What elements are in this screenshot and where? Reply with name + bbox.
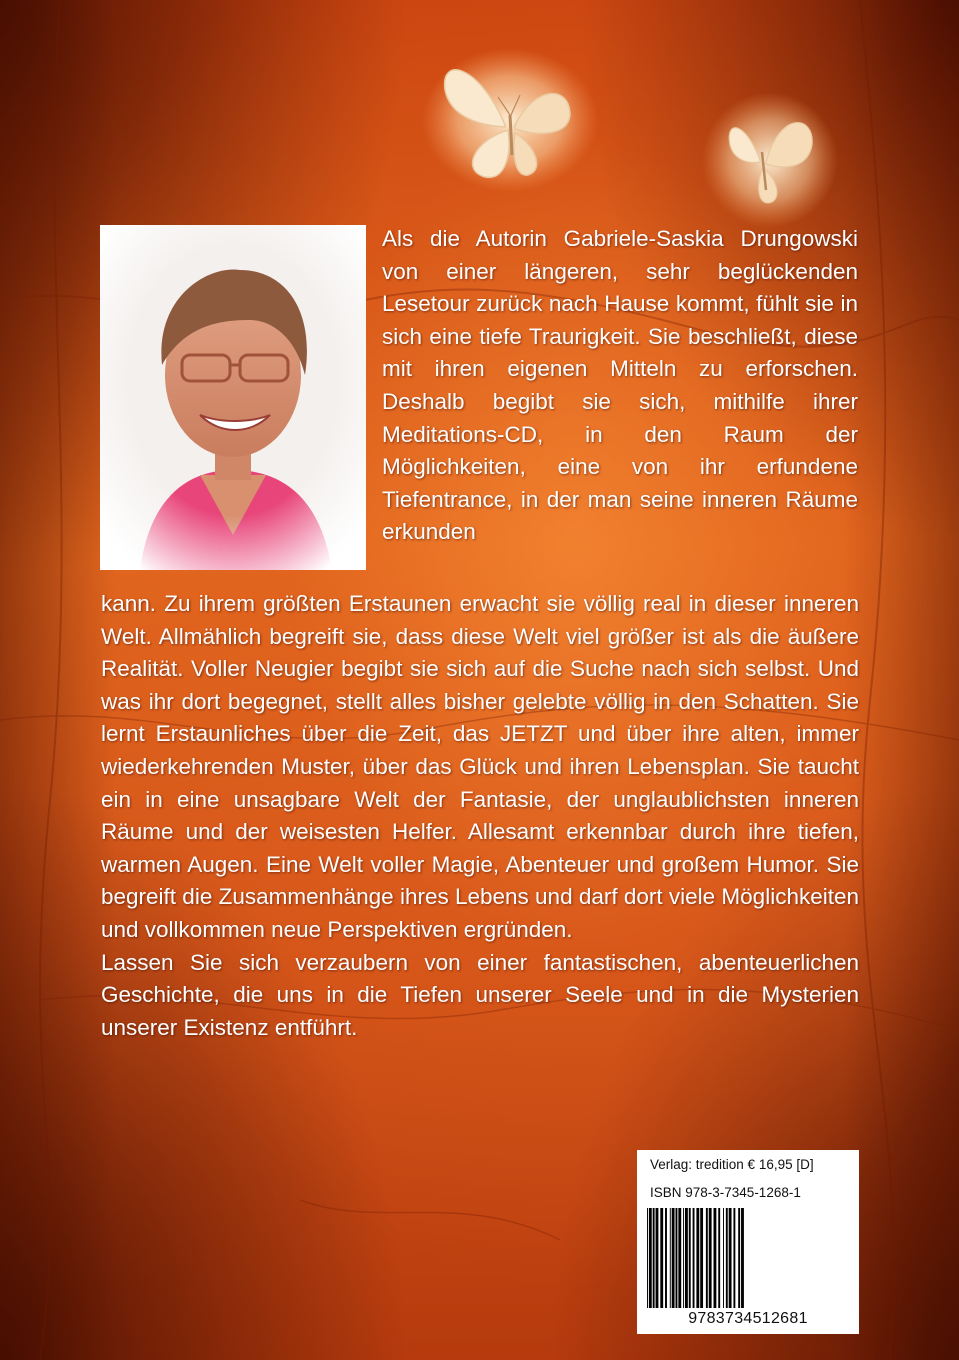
barcode-bar	[672, 1208, 675, 1308]
barcode-bar	[706, 1208, 708, 1308]
barcode-digits: 9783734512681	[688, 1310, 808, 1327]
barcode-bar	[649, 1208, 652, 1308]
barcode-bar	[653, 1208, 655, 1308]
isbn-label: ISBN 978-3-7345-1268-1	[650, 1185, 801, 1200]
barcode-bar	[738, 1208, 740, 1308]
closing-text: Lassen Sie sich verzaubern von einer fantastischen, abenteuerlichen Geschichte, die uns in die Tiefen unserer Seele und in die Mysterien unserer Existenz entführt.	[101, 949, 859, 1040]
barcode-bar	[670, 1208, 671, 1308]
barcode-bar	[660, 1208, 663, 1308]
barcode-bar	[741, 1208, 744, 1308]
main-paragraph	[101, 588, 859, 1044]
barcode-bar	[696, 1208, 699, 1308]
barcode-bar	[718, 1208, 720, 1308]
barcode-bar	[709, 1208, 712, 1308]
main-text: kann. Zu ihrem größten Erstaunen erwacht sie völlig real in dieser inneren Welt. Allmählich begreift sie, dass diese Welt viel größer ist als die äußere Realität. Voller Neugier begibt sie sich auf die Suche nach sich selbst. Und was ihr dort begegnet, stellt alles bisher gelebte völlig in den Schatten. Sie lernt Erstaunliches über die Zeit, das JETZT und über ihre alten, immer wiederkehrenden Muster, über das Glück und ihren Lebensplan. Sie taucht ein in eine unsagbare Welt der Fantasie, der unglaublichsten inneren Räume und der weisesten Helfer. Allesamt erkennbar durch ihre tiefen, warmen Augen. Eine Welt voller Magie, Abenteuer und großem Humor. Sie begreift die Zusammenhänge ihres Lebens und darf dort viele Möglichkeiten und vollkommen neue Perspektiven ergründen.	[101, 591, 859, 942]
barcode-box	[637, 1150, 859, 1334]
barcode-bar	[685, 1208, 688, 1308]
author-photo	[100, 225, 366, 570]
barcode-bar	[678, 1208, 681, 1308]
barcode-bar	[726, 1208, 728, 1308]
barcode-bar	[729, 1208, 732, 1308]
intro-paragraph	[382, 223, 858, 549]
barcode-bar	[689, 1208, 691, 1308]
barcode-bar	[647, 1208, 648, 1308]
butterfly-icon	[700, 90, 840, 230]
barcode-bar	[693, 1208, 695, 1308]
barcode-bar	[683, 1208, 684, 1308]
butterfly-icon	[420, 45, 600, 195]
publisher-price: Verlag: tredition € 16,95 [D]	[650, 1157, 814, 1172]
barcode-bar	[656, 1208, 659, 1308]
barcode-bar	[733, 1208, 735, 1308]
barcode-bar	[723, 1208, 724, 1308]
barcode-bars	[645, 1208, 853, 1308]
barcode-bar	[676, 1208, 678, 1308]
barcode-bar	[714, 1208, 717, 1308]
barcode-bar	[700, 1208, 703, 1308]
barcode-bar	[665, 1208, 667, 1308]
intro-text: Als die Autorin Gabriele-Saskia Drungowski von einer längeren, sehr beglückenden Lesetour zurück nach Hause kommt, fühlt sie in sich eine tiefe Traurigkeit. Sie beschließt, diese mit ihren eigenen Mitteln zu erforschen. Deshalb begibt sie sich, mithilfe ihrer Meditations-CD, in den Raum der Möglichkeiten, eine von ihr erfundene Tiefentrance, in der man seine inneren Räume erkunden	[382, 226, 858, 545]
